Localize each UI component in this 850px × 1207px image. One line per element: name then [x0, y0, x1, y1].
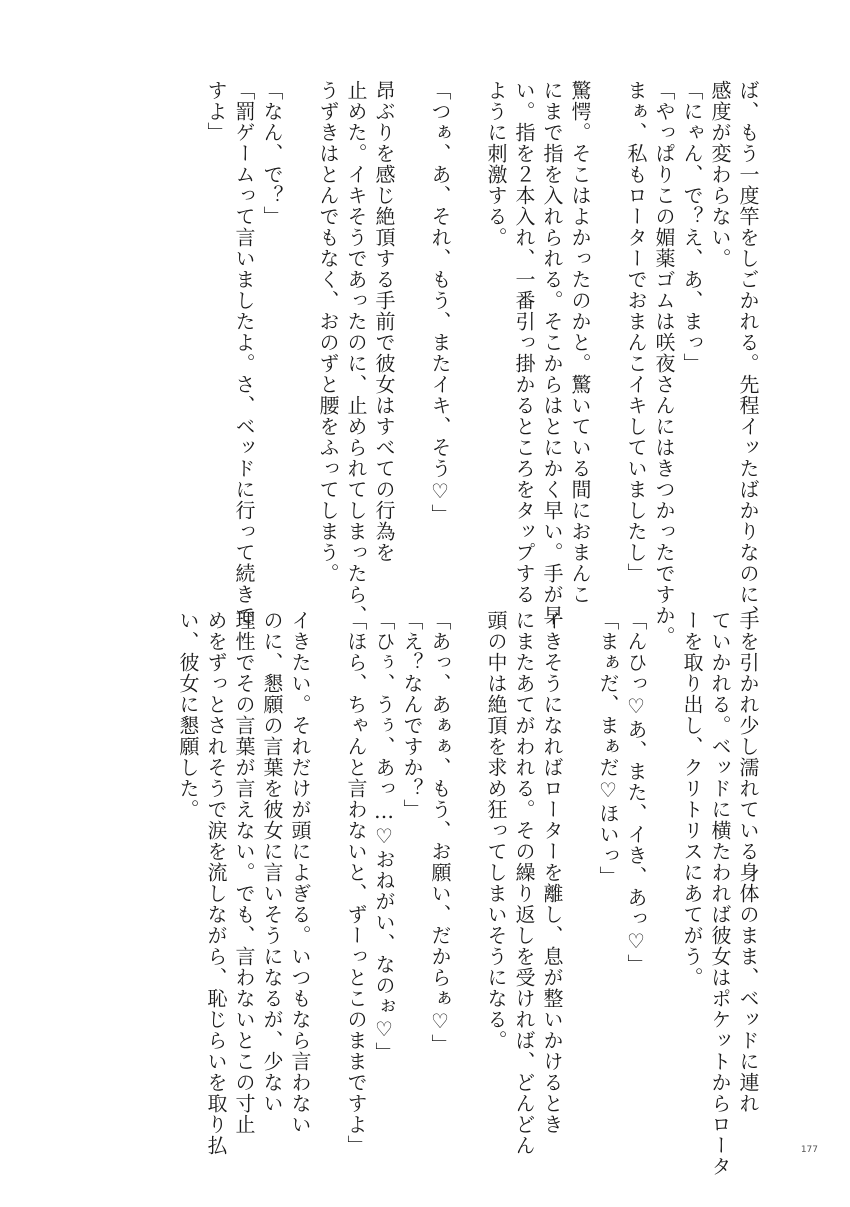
text-column: 「え？なんですか？」: [400, 610, 424, 820]
paragraph-gap: [566, 610, 594, 620]
text-column: ように刺激する。: [484, 80, 508, 248]
text-column: 「罰ゲームって言いましたよ。さ、ベッドに行って続きで: [232, 80, 256, 626]
text-column: めをずっとされそうで涙を流しながら、恥じらいを取り払: [204, 610, 228, 1156]
text-column: 感度が変わらない。: [708, 80, 732, 269]
text-column: にまたあてがわれる。その繰り返しを受ければ、どんどん: [512, 610, 536, 1156]
page-number: 177: [800, 1145, 818, 1155]
paragraph-gap: [650, 610, 678, 620]
text-column: にまで指を入れられる。そこからはとにかく早い。手が早: [540, 80, 564, 626]
text-column: すよ」: [204, 80, 228, 143]
text-column: まぁ、私もローターでおまんこイキしていましたし」: [624, 80, 648, 584]
text-column: 驚愕。そこはよかったのかと。驚いている間におまんこ: [568, 80, 592, 605]
text-column: ていかれる。ベッドに横たわれば彼女はポケットからロータ: [708, 610, 732, 1177]
text-column: うずきはとんでもなく、おのずと腰をふってしまう。: [316, 80, 340, 584]
text-column: 「あっ、あぁぁ、もう、お願い、だからぁ♡」: [428, 610, 452, 1055]
paragraph-gap: [454, 610, 482, 620]
text-column: 「ほら、ちゃんと言わないと、ずーっとこのままですよ」: [344, 610, 368, 1156]
text-column: 頭の中は絶頂を求め狂ってしまいそうになる。: [484, 610, 508, 1051]
text-column: ーを取り出し、クリトリスにあてがう。: [680, 610, 704, 988]
text-column: 「にゃん、で？え、あ、まっ」: [680, 80, 704, 374]
text-column: イきそうになればローターを離し、息が整いかけるとき: [540, 610, 564, 1135]
text-column: 理性でその言葉が言えない。でも、言わないとこの寸止: [232, 610, 256, 1135]
text-column: 「つぁ、あ、それ、もう、またイキ、そう♡」: [428, 80, 452, 525]
text-block-bottom: [174, 610, 762, 1177]
paragraph-gap: [286, 80, 314, 90]
text-column: 「ひぅ、うぅ、あっ…♡おねがい、なのぉ♡」: [372, 610, 396, 1063]
text-column: 「やっぱりこの媚薬ゴムは咲夜さんにはきつかったですか。: [652, 80, 676, 647]
text-column: い。指を２本入れ、一番引っ掛かるところをタップする: [512, 80, 536, 605]
text-column: い、彼女に懇願した。: [176, 610, 200, 820]
text-column: 止めた。イキそうであったのに、止められてしまったら、: [344, 80, 368, 626]
text-column: のに、懇願の言葉を彼女に言いそうになるが、少ない: [260, 610, 284, 1114]
text-column: 手を引かれ少し濡れている身体のまま、ベッドに連れ: [736, 610, 760, 1114]
text-column: イきたい。それだけが頭によぎる。いつもなら言わない: [288, 610, 312, 1135]
text-column: 「なん、で？」: [260, 80, 284, 227]
paragraph-gap: [398, 80, 426, 90]
paragraph-gap: [314, 610, 342, 620]
text-column: 「まぁだ、まぁだ♡ほいっ」: [596, 610, 620, 887]
text-column: ば、もう一度竿をしごかれる。先程イッたばかりなのに、: [736, 80, 760, 626]
text-column: 「んひっ♡あ、また、イき、あっ♡」: [624, 610, 648, 975]
text-block-top: [202, 80, 762, 647]
text-column: 昂ぶりを感じ絶頂する手前で彼女はすべての行為を: [372, 80, 396, 563]
paragraph-gap: [454, 80, 482, 90]
paragraph-gap: [594, 80, 622, 90]
